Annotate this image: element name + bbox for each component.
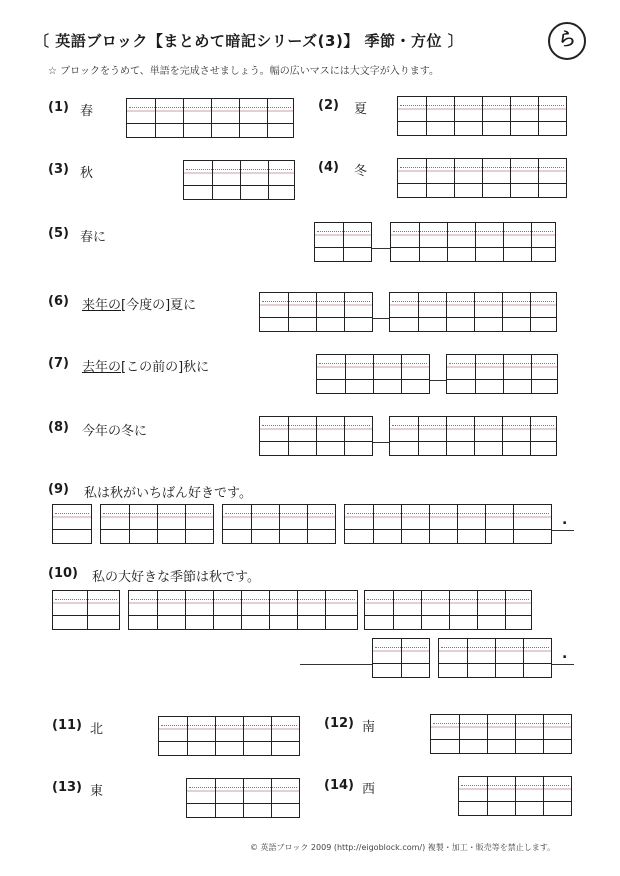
item-prompt: 東	[90, 784, 104, 799]
item-number: (4)	[318, 160, 339, 175]
prompt-rest: [今度の]夏に	[121, 298, 197, 313]
answer-block[interactable]	[397, 158, 567, 198]
answer-block[interactable]	[183, 160, 295, 200]
item-number: (6)	[48, 294, 69, 309]
prompt-rest: [この前の]秋に	[121, 360, 210, 375]
period-mark: .	[562, 646, 568, 662]
item-number: (7)	[48, 356, 69, 371]
footer-copyright: © 英語ブロック 2009 (http://eigoblock.com/) 複製・加工・販売等を禁止します。	[250, 843, 556, 852]
answer-block[interactable]	[259, 416, 373, 456]
prompt-underlined: 来年の	[82, 298, 122, 313]
item-number: (14)	[324, 778, 354, 793]
item-prompt: 冬	[354, 164, 368, 179]
answer-block[interactable]	[52, 590, 120, 630]
item-prompt: 秋	[80, 166, 94, 181]
answer-block[interactable]	[186, 778, 300, 818]
answer-block[interactable]	[389, 416, 557, 456]
item-prompt: 北	[90, 722, 104, 737]
item-number: (10)	[48, 566, 78, 581]
item-prompt: 春	[80, 104, 94, 119]
item-number: (8)	[48, 420, 69, 435]
period-mark: .	[562, 512, 568, 528]
answer-block[interactable]	[259, 292, 373, 332]
answer-block[interactable]	[316, 354, 430, 394]
prompt-underlined: 去年の	[82, 360, 122, 375]
item-prompt: 春に	[80, 230, 107, 245]
item-prompt: 西	[362, 782, 376, 797]
instructions: ☆ ブロックをうめて、単語を完成させましょう。幅の広いマスには大文字が入ります。	[48, 66, 439, 77]
answer-block[interactable]	[364, 590, 532, 630]
item-number: (5)	[48, 226, 69, 241]
item-number: (11)	[52, 718, 82, 733]
item-prompt: 私の大好きな季節は秋です。	[92, 570, 260, 585]
answer-block[interactable]	[446, 354, 558, 394]
answer-block[interactable]	[458, 776, 572, 816]
item-prompt: 南	[362, 720, 376, 735]
answer-block[interactable]	[158, 716, 300, 756]
answer-block[interactable]	[372, 638, 430, 678]
answer-block[interactable]	[438, 638, 552, 678]
item-number: (2)	[318, 98, 339, 113]
item-number: (3)	[48, 162, 69, 177]
answer-block[interactable]	[430, 714, 572, 754]
answer-block[interactable]	[344, 504, 552, 544]
answer-block[interactable]	[100, 504, 214, 544]
item-prompt	[82, 356, 209, 375]
answer-block[interactable]	[222, 504, 336, 544]
item-prompt: 今年の冬に	[82, 424, 148, 439]
item-number: (12)	[324, 716, 354, 731]
item-number: (1)	[48, 100, 69, 115]
page-title: 〔 英語ブロック【まとめて暗記シリーズ(3)】 季節・方位 〕	[34, 32, 464, 50]
item-prompt: 夏	[354, 102, 368, 117]
answer-block[interactable]	[314, 222, 372, 262]
answer-block[interactable]	[126, 98, 294, 138]
answer-block[interactable]	[128, 590, 358, 630]
logo: ら	[548, 22, 586, 60]
answer-block[interactable]	[389, 292, 557, 332]
answer-block[interactable]	[52, 504, 92, 544]
item-number: (13)	[52, 780, 82, 795]
item-prompt	[82, 294, 196, 313]
item-prompt: 私は秋がいちばん好きです。	[84, 486, 252, 501]
item-number: (9)	[48, 482, 69, 497]
answer-block[interactable]	[390, 222, 556, 262]
answer-block[interactable]	[397, 96, 567, 136]
